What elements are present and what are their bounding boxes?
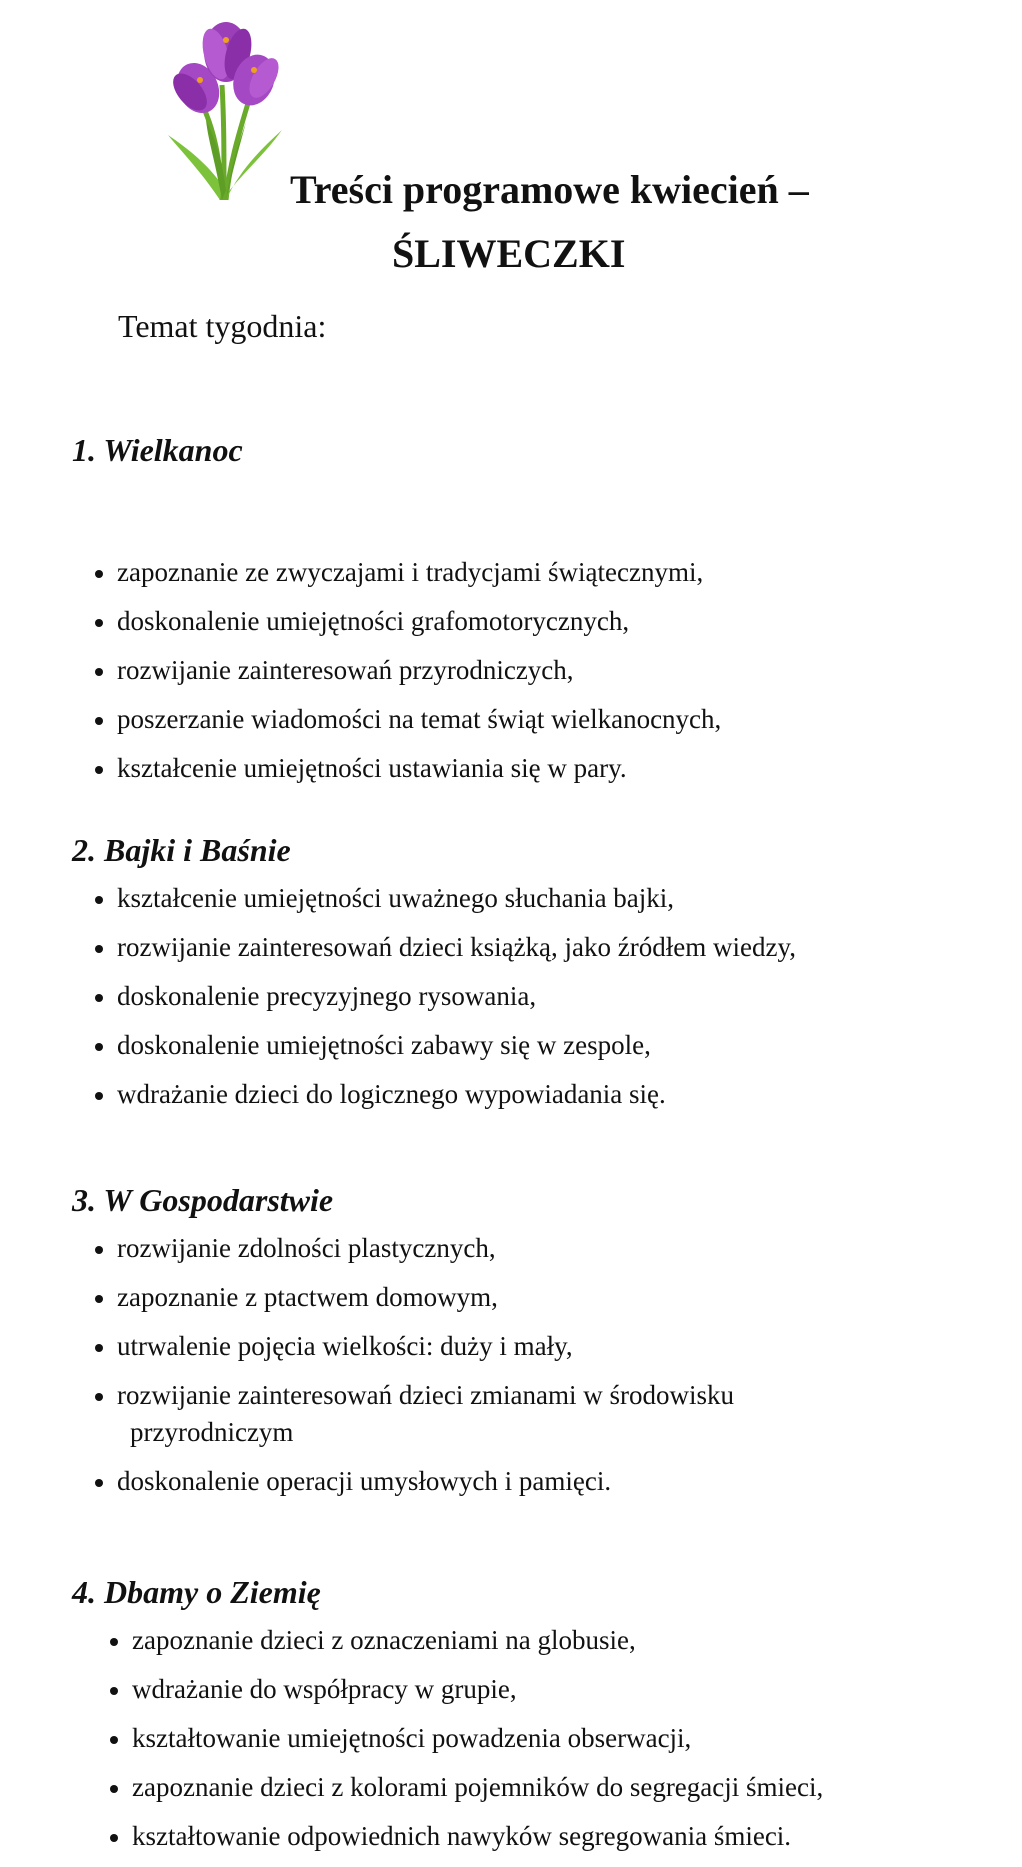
list-item: doskonalenie operacji umysłowych i pamięci.	[72, 1463, 1002, 1500]
list-item: kształtowanie odpowiednich nawyków segregowania śmieci.	[72, 1818, 1002, 1855]
list-item: rozwijanie zainteresowań przyrodniczych,	[72, 652, 1002, 689]
bullet-icon	[95, 1344, 103, 1352]
page-title	[0, 158, 1022, 286]
list-item: doskonalenie precyzyjnego rysowania,	[72, 978, 1002, 1015]
bullet-icon	[95, 1092, 103, 1100]
bullet-icon	[95, 668, 103, 676]
list-item: kształcenie umiejętności uważnego słuchania bajki,	[72, 880, 1002, 917]
list-item: rozwijanie zdolności plastycznych,	[72, 1230, 1002, 1267]
bullet-icon	[95, 896, 103, 904]
section-heading: 4. Dbamy o Ziemię	[72, 1574, 321, 1610]
list-item-continuation: przyrodniczym	[130, 1417, 294, 1447]
goal-list	[72, 554, 1002, 787]
section-bajki-i-basnie	[72, 828, 1002, 1125]
list-item: rozwijanie zainteresowań dzieci książką, jako źródłem wiedzy,	[72, 929, 1002, 966]
section-heading: 2. Bajki i Baśnie	[72, 832, 291, 868]
bullet-icon	[95, 945, 103, 953]
bullet-icon	[110, 1834, 118, 1842]
list-item: zapoznanie dzieci z oznaczeniami na globusie,	[72, 1622, 1002, 1659]
week-theme-label: Temat tygodnia:	[118, 308, 327, 344]
list-item: wdrażanie dzieci do logicznego wypowiadania się.	[72, 1076, 1002, 1113]
bullet-icon	[95, 570, 103, 578]
title-line-2: ŚLIWECZKI	[392, 231, 626, 276]
goal-list	[72, 1622, 1002, 1855]
list-item: zapoznanie ze zwyczajami i tradycjami świątecznymi,	[72, 554, 1002, 591]
list-item: kształtowanie umiejętności powadzenia obserwacji,	[72, 1720, 1002, 1757]
list-item: doskonalenie umiejętności grafomotorycznych,	[72, 603, 1002, 640]
bullet-icon	[110, 1687, 118, 1695]
title-line-1: Treści programowe kwiecień –	[290, 167, 809, 212]
list-item: zapoznanie z ptactwem domowym,	[72, 1279, 1002, 1316]
list-item: zapoznanie dzieci z kolorami pojemników do segregacji śmieci,	[72, 1769, 1002, 1806]
bullet-icon	[95, 717, 103, 725]
section-w-gospodarstwie	[72, 1178, 1002, 1512]
bullet-icon	[95, 766, 103, 774]
bullet-icon	[110, 1638, 118, 1646]
bullet-icon	[95, 1393, 103, 1401]
list-item: doskonalenie umiejętności zabawy się w zespole,	[72, 1027, 1002, 1064]
list-item: utrwalenie pojęcia wielkości: duży i mały,	[72, 1328, 1002, 1365]
bullet-icon	[95, 1479, 103, 1487]
section-dbamy-o-ziemie	[72, 1570, 1002, 1867]
list-item: kształcenie umiejętności ustawiania się w pary.	[72, 750, 1002, 787]
bullet-icon	[95, 619, 103, 627]
list-item: poszerzanie wiadomości na temat świąt wielkanocnych,	[72, 701, 1002, 738]
bullet-icon	[95, 1295, 103, 1303]
goal-list	[72, 880, 1002, 1113]
goal-list	[72, 1230, 1002, 1500]
section-wielkanoc	[72, 428, 1002, 799]
list-item: rozwijanie zainteresowań dzieci zmianami w środowisku przyrodniczym	[72, 1377, 1002, 1451]
bullet-icon	[95, 994, 103, 1002]
bullet-icon	[110, 1736, 118, 1744]
bullet-icon	[110, 1785, 118, 1793]
section-heading: 1. Wielkanoc	[72, 432, 243, 468]
bullet-icon	[95, 1246, 103, 1254]
list-item: wdrażanie do współpracy w grupie,	[72, 1671, 1002, 1708]
bullet-icon	[95, 1043, 103, 1051]
section-heading: 3. W Gospodarstwie	[72, 1182, 334, 1218]
